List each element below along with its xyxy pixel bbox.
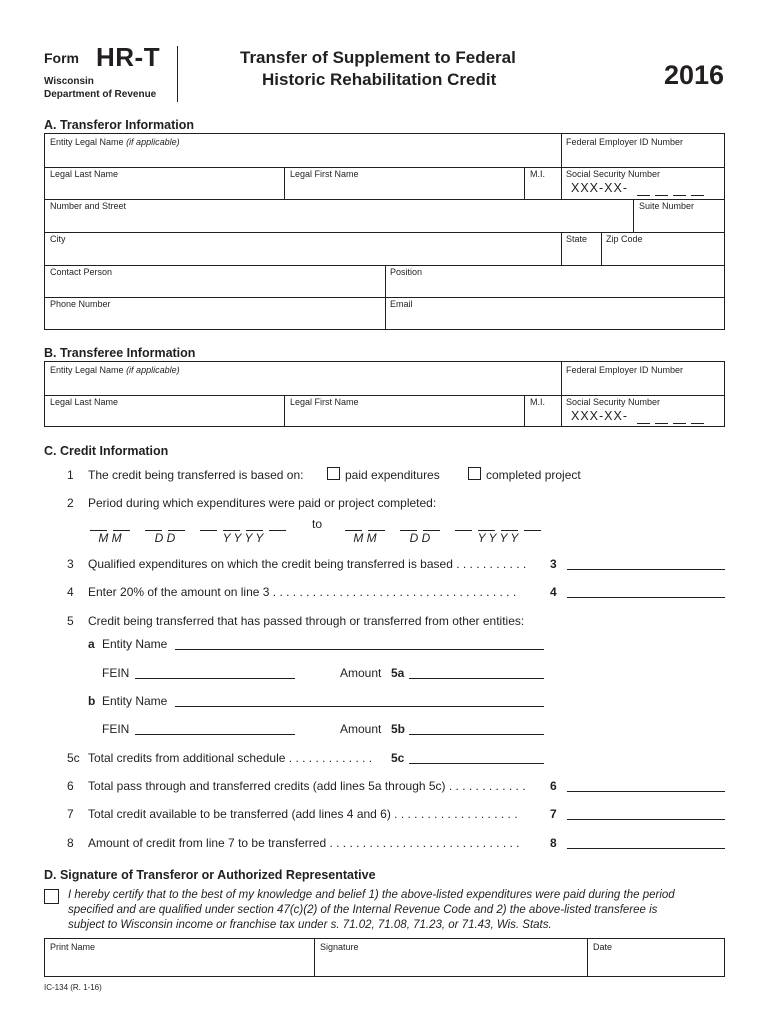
transferee-ssn-field[interactable]: Social Security Number	[566, 397, 661, 407]
line5a-amount-label: Amount	[340, 666, 382, 680]
line6-text: Total pass through and transferred credits (add lines 5a through 5c) . . . . . . . . . . . .	[88, 779, 526, 793]
form-title-line2: Historic Rehabilitation Credit	[262, 70, 497, 89]
line5b-fein-label: FEIN	[102, 722, 130, 736]
transferor-entity-name-field[interactable]: Entity Legal Name (if applicable)	[50, 137, 180, 147]
line4-text: Enter 20% of the amount on line 3 . . . . . . . . . . . . . . . . . . . . . . . . . . . . . . . . . . . . .	[88, 585, 517, 599]
form-code: HR-T	[96, 42, 161, 72]
line5a-ref: 5a	[391, 666, 405, 680]
transferor-email-field[interactable]: Email	[390, 299, 413, 309]
transferor-city-field[interactable]: City	[50, 234, 66, 244]
certification-line-3: subject to Wisconsin income or franchise tax under s. 71.02, 71.08, 71.23, or 71.43, Wis. Stats.	[68, 919, 552, 931]
end-month-label: M M	[353, 531, 377, 545]
section-b-title: B. Transferee Information	[44, 346, 196, 360]
print-name-field[interactable]: Print Name	[50, 942, 96, 952]
certification-checkbox[interactable]	[44, 889, 59, 904]
date-field[interactable]: Date	[593, 942, 613, 952]
certification-line-1: I hereby certify that to the best of my knowledge and belief 1) the above-listed expenditures were paid during the period	[68, 889, 675, 901]
section-d-title: D. Signature of Transferor or Authorized Representative	[44, 868, 376, 882]
line5a-letter: a	[88, 637, 95, 651]
line6-ref: 6	[550, 779, 557, 793]
line8-text: Amount of credit from line 7 to be transferred . . . . . . . . . . . . . . . . . . . . . . . . . . . . .	[88, 836, 520, 850]
transferor-ssn-prefix: XXX-XX-	[571, 181, 629, 195]
line6-number: 6	[67, 779, 74, 793]
transferee-ssn-prefix: XXX-XX-	[571, 409, 629, 423]
line4-amount-field[interactable]	[567, 597, 725, 598]
line5a-entity-label: Entity Name	[102, 637, 168, 651]
transferor-phone-field[interactable]: Phone Number	[50, 299, 111, 309]
line5b-entity-label: Entity Name	[102, 694, 168, 708]
line2-text: Period during which expenditures were paid or project completed:	[88, 496, 437, 510]
transferee-fein-field[interactable]: Federal Employer ID Number	[566, 365, 684, 375]
transferor-fein-field[interactable]: Federal Employer ID Number	[566, 137, 684, 147]
line5c-ref: 5c	[391, 751, 405, 765]
start-day-label: D D	[154, 531, 176, 545]
line8-number: 8	[67, 836, 74, 850]
line7-ref: 7	[550, 807, 557, 821]
line5b-letter: b	[88, 694, 96, 708]
header-divider	[177, 46, 178, 102]
line6-amount-field[interactable]	[567, 791, 725, 792]
end-day-label: D D	[409, 531, 431, 545]
line8-ref: 8	[550, 836, 557, 850]
line5a-amount-field[interactable]	[409, 678, 544, 679]
section-c-title: C. Credit Information	[44, 444, 169, 458]
line5b-amount-field[interactable]	[409, 734, 544, 735]
line5c-number: 5c	[67, 751, 80, 765]
line5b-fein-field[interactable]	[135, 734, 295, 735]
line5b-amount-label: Amount	[340, 722, 382, 736]
line5-number: 5	[67, 614, 74, 628]
signature-grid	[44, 938, 725, 977]
transferor-suite-field[interactable]: Suite Number	[639, 201, 695, 211]
completed-project-label: completed project	[486, 468, 581, 482]
state-name: Wisconsin	[44, 76, 94, 87]
line5a-fein-label: FEIN	[102, 666, 130, 680]
transferee-first-name-field[interactable]: Legal First Name	[290, 397, 359, 407]
line4-number: 4	[67, 585, 74, 599]
line5c-amount-field[interactable]	[409, 763, 544, 764]
section-a-title: A. Transferor Information	[44, 118, 195, 132]
transferee-entity-name-field[interactable]: Entity Legal Name (if applicable)	[50, 365, 180, 375]
transferee-last-name-field[interactable]: Legal Last Name	[50, 397, 119, 407]
paid-expenditures-label: paid expenditures	[345, 468, 440, 482]
transferor-mi-field[interactable]: M.I.	[530, 169, 545, 179]
transferor-position-field[interactable]: Position	[390, 267, 423, 277]
start-year-label: Y Y Y Y	[222, 531, 264, 545]
line3-number: 3	[67, 557, 74, 571]
start-month-label: M M	[98, 531, 122, 545]
line5b-ref: 5b	[391, 722, 406, 736]
transferor-first-name-field[interactable]: Legal First Name	[290, 169, 359, 179]
line5-text: Credit being transferred that has passed through or transferred from other entities:	[88, 614, 525, 628]
transferor-street-field[interactable]: Number and Street	[50, 201, 127, 211]
line3-ref: 3	[550, 557, 557, 571]
form-id-footer: IC-134 (R. 1-16)	[44, 983, 102, 992]
form-label: Form	[44, 50, 79, 66]
transferor-contact-field[interactable]: Contact Person	[50, 267, 113, 277]
line8-amount-field[interactable]	[567, 848, 725, 849]
line3-amount-field[interactable]	[567, 569, 725, 570]
line5b-entity-field[interactable]	[175, 706, 544, 707]
line1-number: 1	[67, 468, 74, 482]
transferor-state-field[interactable]: State	[566, 234, 588, 244]
department-name: Department of Revenue	[44, 89, 157, 100]
line7-number: 7	[67, 807, 74, 821]
form-title-line1: Transfer of Supplement to Federal	[240, 48, 516, 67]
transferee-mi-field[interactable]: M.I.	[530, 397, 545, 407]
signature-field[interactable]: Signature	[320, 942, 359, 952]
line5a-fein-field[interactable]	[135, 678, 295, 679]
transferor-zip-field[interactable]: Zip Code	[606, 234, 643, 244]
line7-text: Total credit available to be transferred (add lines 4 and 6) . . . . . . . . . . . . . . . . . . .	[88, 807, 518, 821]
transferor-ssn-field[interactable]: Social Security Number	[566, 169, 661, 179]
line5c-text: Total credits from additional schedule . . . . . . . . . . . . .	[88, 751, 373, 765]
line7-amount-field[interactable]	[567, 819, 725, 820]
line3-text: Qualified expenditures on which the credit being transferred is based . . . . . . . . . . .	[88, 557, 527, 571]
paid-expenditures-checkbox[interactable]	[327, 467, 340, 480]
tax-year: 2016	[664, 60, 725, 90]
line5a-entity-field[interactable]	[175, 649, 544, 650]
certification-text	[68, 888, 725, 933]
completed-project-checkbox[interactable]	[468, 467, 481, 480]
certification-line-2: specified and are qualified under section 47(c)(2) of the Internal Revenue Code and 2) the above-listed transferee is	[68, 904, 658, 916]
line4-ref: 4	[550, 585, 557, 599]
period-to-label: to	[312, 517, 323, 531]
transferor-last-name-field[interactable]: Legal Last Name	[50, 169, 119, 179]
line2-number: 2	[67, 496, 74, 510]
line1-text: The credit being transferred is based on:	[88, 468, 304, 482]
end-year-label: Y Y Y Y	[477, 531, 519, 545]
